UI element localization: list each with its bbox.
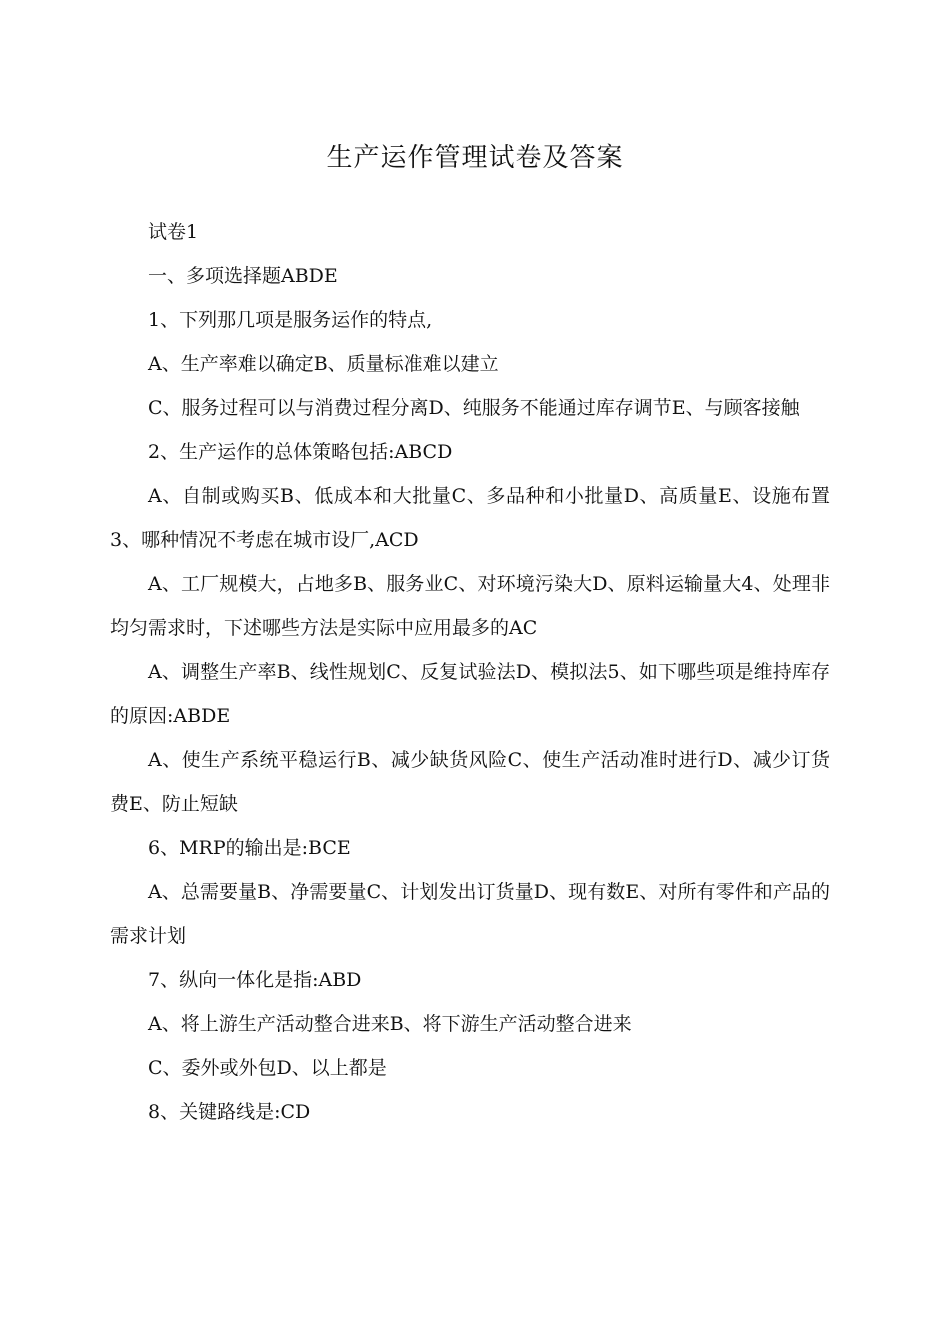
question-1-options-a-b: A、生产率难以确定B、质量标准难以建立 xyxy=(148,353,499,375)
question-6-options: A、总需要量B、净需要量C、计划发出订货量D、现有数E、对所有零件和产品的需求计划 xyxy=(110,881,830,947)
question-7: 7、纵向一体化是指:ABD xyxy=(148,969,362,991)
question-7-options-c-d: C、委外或外包D、以上都是 xyxy=(148,1057,387,1079)
question-1: 1、下列那几项是服务运作的特点, xyxy=(148,309,433,331)
question-2: 2、生产运作的总体策略包括:ABCD xyxy=(148,441,453,463)
question-5-options: A、使生产系统平稳运行B、减少缺货风险C、使生产活动准时进行D、减少订货费E、防止短缺 xyxy=(110,749,830,815)
document-body xyxy=(110,210,830,1134)
section-heading: 一、多项选择题ABDE xyxy=(148,265,338,287)
paper-label: 试卷1 xyxy=(148,221,199,243)
question-7-options-a-b: A、将上游生产活动整合进来B、将下游生产活动整合进来 xyxy=(148,1013,632,1035)
document-title: 生产运作管理试卷及答案 xyxy=(326,143,624,173)
question-6: 6、MRP的输出是:BCE xyxy=(148,837,351,859)
question-3-options-and-question-4: A、工厂规模大，占地多B、服务业C、对环境污染大D、原料运输量大4、处理非均匀需求时，下述哪些方法是实际中应用最多的AC xyxy=(110,573,830,639)
question-1-options-c-e: C、服务过程可以与消费过程分离D、纯服务不能通过库存调节E、与顾客接触 xyxy=(148,397,800,419)
question-4-options-and-question-5: A、调整生产率B、线性规划C、反复试验法D、模拟法5、如下哪些项是维持库存的原因:ABDE xyxy=(110,661,830,727)
question-2-options-and-question-3: A、自制或购买B、低成本和大批量C、多品种和小批量D、高质量E、设施布置3、哪种情况不考虑在城市设厂,ACD xyxy=(110,485,830,551)
question-8: 8、关键路线是:CD xyxy=(148,1101,311,1123)
